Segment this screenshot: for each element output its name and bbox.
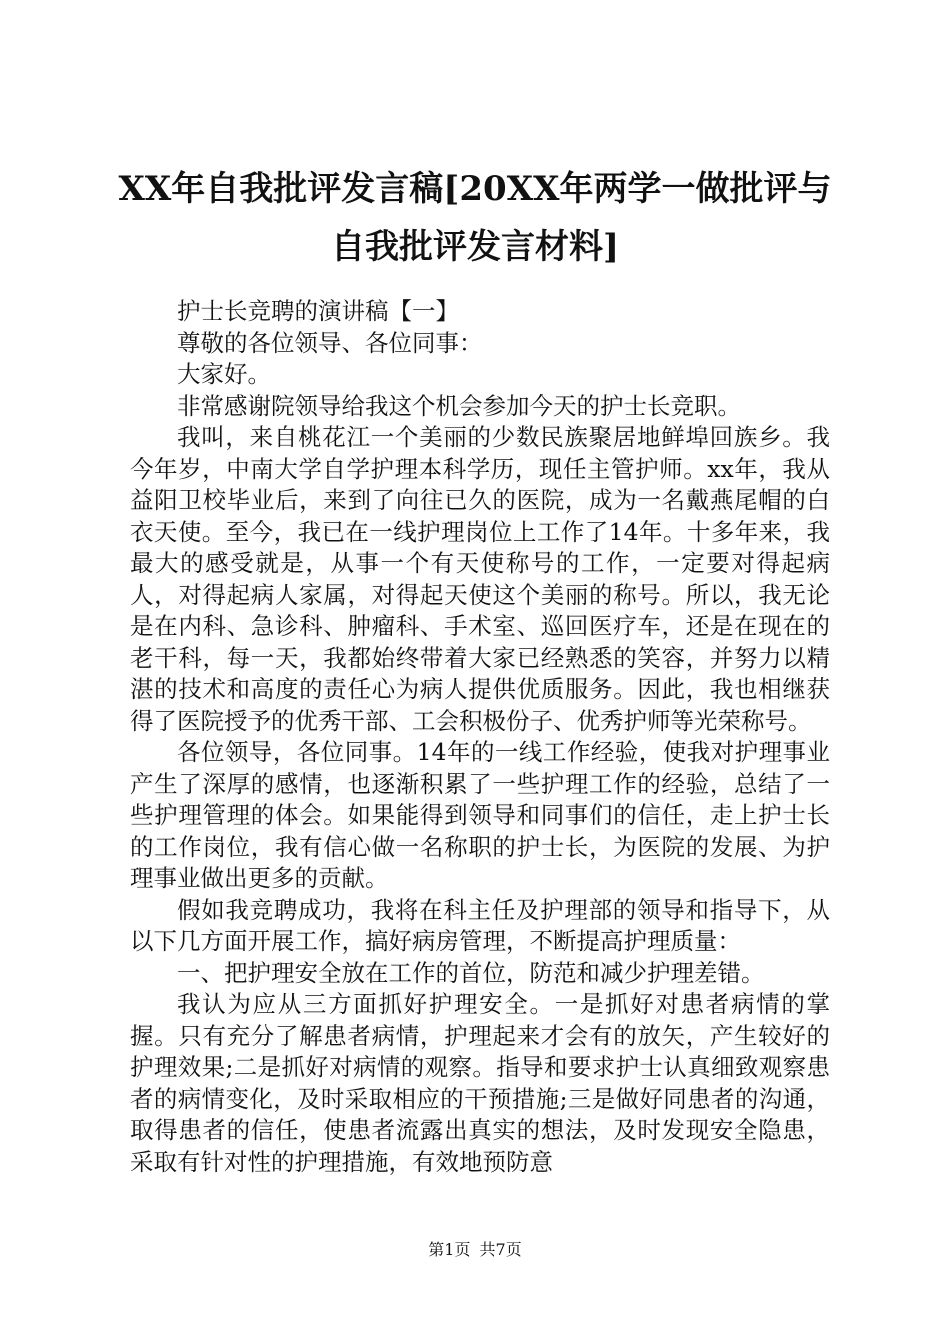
page-footer <box>0 1240 950 1260</box>
paragraph: 假如我竞聘成功，我将在科主任及护理部的领导和指导下，从以下几方面开展工作，搞好病房管理，不断提高护理质量： <box>130 895 830 955</box>
paragraph: 我认为应从三方面抓好护理安全。一是抓好对患者病情的掌握。只有充分了解患者病情，护理起来才会有的放矢，产生较好的护理效果;二是抓好对病情的观察。指导和要求护士认真细致观察患者的病情变化，及时采取相应的干预措施;三是做好同患者的沟通，取得患者的信任，使患者流露出真实的想法，及时发现安全隐患，采取有针对性的护理措施，有效地预防意 <box>130 990 830 1176</box>
paragraph: 各位领导，各位同事。14年的一线工作经验，使我对护理事业产生了深厚的感情，也逐渐积累了一些护理工作的经验，总结了一些护理管理的体会。如果能得到领导和同事们的信任，走上护士长的工作岗位，我有信心做一名称职的护士长，为医院的发展、为护理事业做出更多的贡献。 <box>130 738 830 892</box>
paragraph: 大家好。 <box>177 360 271 388</box>
paragraph: 尊敬的各位领导、各位同事： <box>177 328 483 357</box>
paragraph: 一、把护理安全放在工作的首位，防范和减少护理差错。 <box>177 958 765 987</box>
document-title <box>110 160 840 276</box>
title-line-2: 自我批评发言材料] <box>330 227 620 267</box>
page-number: 第1页 <box>428 1240 471 1259</box>
paragraph: 我叫，来自桃花江一个美丽的少数民族聚居地鲜埠回族乡。我今年岁，中南大学自学护理本科学历，现任主管护师。xx年，我从益阳卫校毕业后，来到了向往已久的医院，成为一名戴燕尾帽的白衣天使。至今，我已在一线护理岗位上工作了14年。十多年来，我最大的感受就是，从事一个有天使称号的工作，一定要对得起病人，对得起病人家属，对得起天使这个美丽的称号。所以，我无论是在内科、急诊科、肿瘤科、手术室、巡回医疗车，还是在现在的老干科，每一天，我都始终带着大家已经熟悉的笑容，并努力以精湛的技术和高度的责任心为病人提供优质服务。因此，我也相继获得了医院授予的优秀干部、工会积极份子、优秀护师等光荣称号。 <box>130 423 830 735</box>
document-body <box>130 296 830 1178</box>
paragraph: 护士长竞聘的演讲稿【一】 <box>177 297 459 325</box>
page-total: 共7页 <box>479 1240 522 1259</box>
paragraph: 非常感谢院领导给我这个机会参加今天的护士长竞职。 <box>177 391 741 420</box>
title-line-1: XX年自我批评发言稿[20XX年两学一做批评与 <box>118 169 832 209</box>
